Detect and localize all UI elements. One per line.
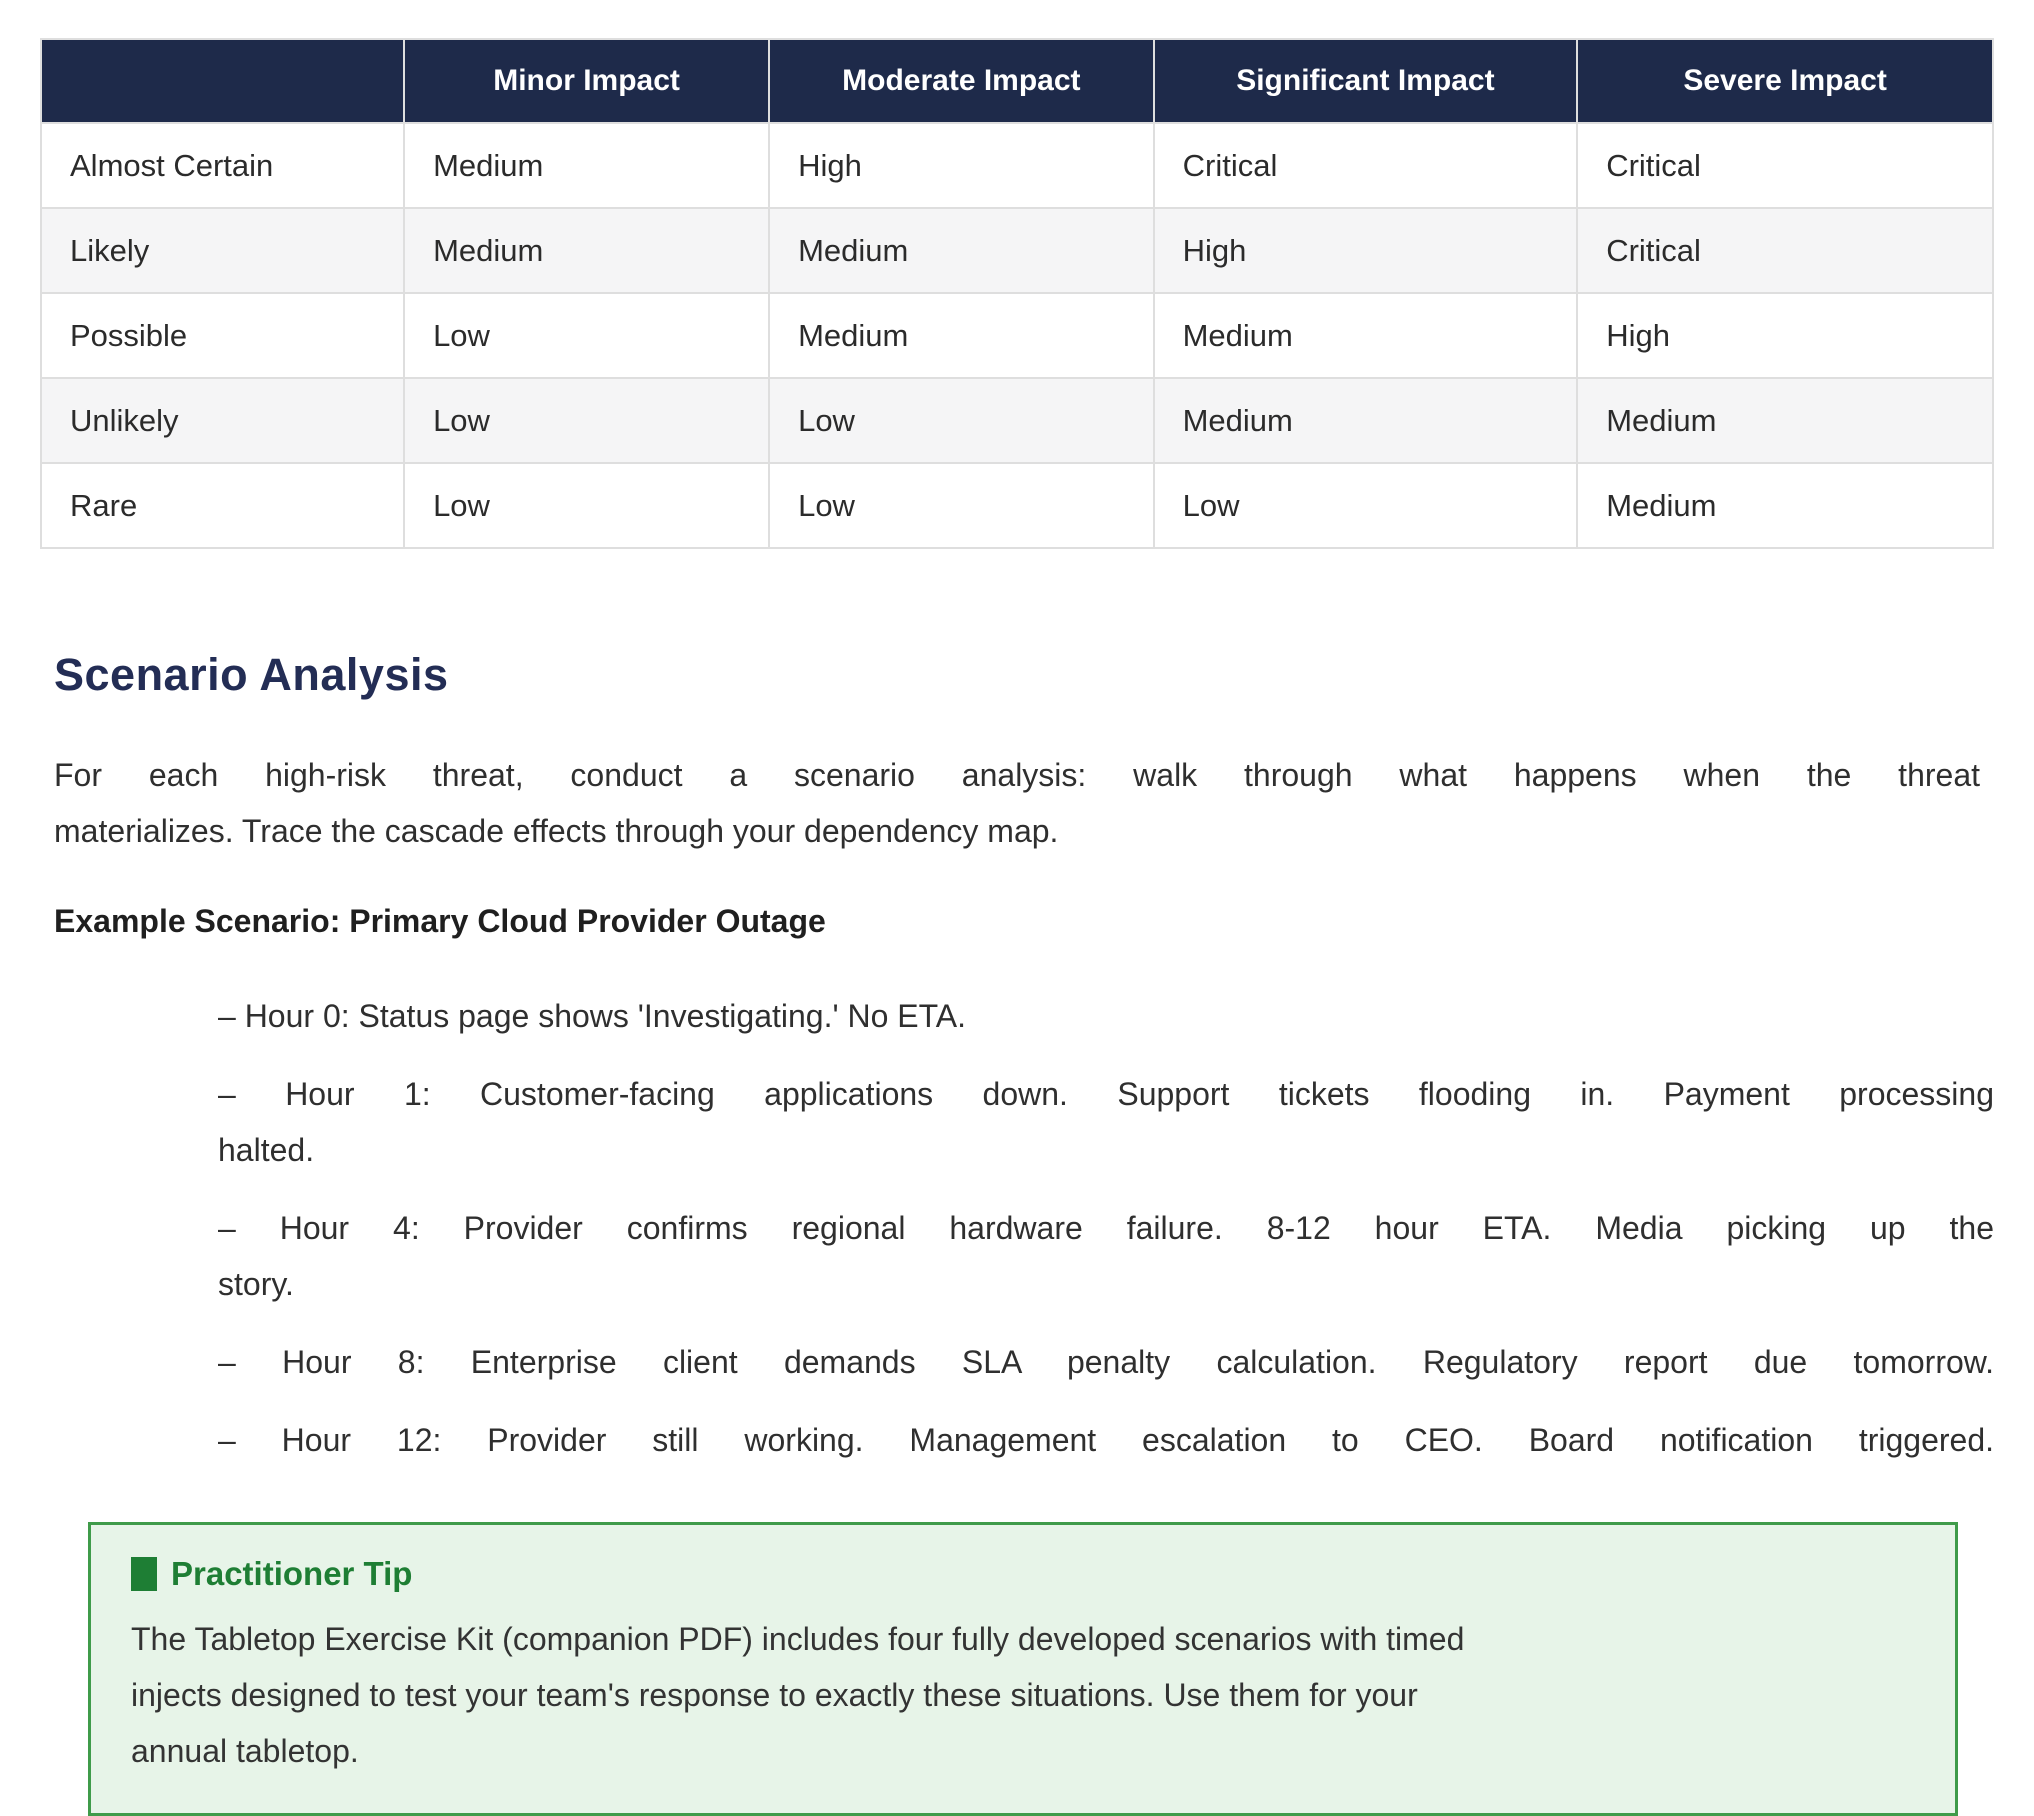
timeline-text: – Hour 0: Status page shows 'Investigating.' No ETA. [218,998,967,1034]
header-cell-severe-impact: Severe Impact [1577,39,1993,123]
tip-body-line-1: The Tabletop Exercise Kit (companion PDF) includes four fully developed scenarios with timed [131,1621,1465,1657]
risk-cell: Medium [404,123,769,208]
likelihood-cell: Rare [41,463,404,548]
likelihood-cell: Possible [41,293,404,378]
section-title: Scenario Analysis [54,649,449,700]
table-row-rare [41,463,1993,548]
timeline-item-hour-0 [218,988,1994,1044]
green-square-icon [131,1557,157,1591]
tip-title: Practitioner Tip [171,1555,413,1592]
header-cell-minor-impact: Minor Impact [404,39,769,123]
timeline-item-hour-8 [218,1334,1994,1390]
risk-cell: Low [1154,463,1578,548]
intro-paragraph [54,747,1980,859]
risk-cell: High [1577,293,1993,378]
tip-body-line-3: annual tabletop. [131,1733,359,1769]
risk-cell: Low [404,293,769,378]
table-row-likely [41,208,1993,293]
intro-line-2: materializes. Trace the cascade effects through your dependency map. [54,813,1059,849]
table-row-unlikely [41,378,1993,463]
likelihood-cell: Almost Certain [41,123,404,208]
tip-body [131,1611,1915,1779]
tip-title-row [131,1555,1915,1593]
table-row-possible [41,293,1993,378]
practitioner-tip-box [88,1522,1958,1816]
timeline-item-hour-12 [218,1412,1994,1468]
intro-line-1: For each high-risk threat, conduct a scenario analysis: walk through what happens when the threat [54,757,1980,793]
risk-matrix-header-row [41,39,1993,123]
risk-cell: Low [769,378,1154,463]
risk-cell: Low [404,463,769,548]
timeline-text: – Hour 1: Customer-facing applications down. Support tickets flooding in. Payment processing [218,1076,1994,1112]
risk-matrix-table [40,38,1994,549]
risk-cell: Critical [1577,208,1993,293]
header-cell-significant-impact: Significant Impact [1154,39,1578,123]
likelihood-cell: Likely [41,208,404,293]
risk-cell: High [1154,208,1578,293]
risk-cell: Medium [1577,463,1993,548]
header-cell-moderate-impact: Moderate Impact [769,39,1154,123]
risk-cell: Medium [404,208,769,293]
timeline-text: – Hour 12: Provider still working. Management escalation to CEO. Board notification triggered. [218,1422,1994,1458]
timeline-text-continued: halted. [218,1132,315,1168]
risk-cell: Medium [769,208,1154,293]
timeline-item-hour-4 [218,1200,1994,1312]
risk-cell: High [769,123,1154,208]
timeline-item-hour-1 [218,1066,1994,1178]
risk-cell: Low [404,378,769,463]
example-scenario-heading: Example Scenario: Primary Cloud Provider Outage [54,903,826,939]
header-cell-likelihood [41,39,404,123]
risk-cell: Medium [769,293,1154,378]
risk-cell: Medium [1577,378,1993,463]
table-row-almost-certain [41,123,1993,208]
timeline-text-continued: story. [218,1266,294,1302]
tip-body-line-2: injects designed to test your team's response to exactly these situations. Use them for your [131,1677,1418,1713]
timeline-text: – Hour 8: Enterprise client demands SLA penalty calculation. Regulatory report due tomorrow. [218,1344,1994,1380]
risk-cell: Critical [1154,123,1578,208]
risk-cell: Medium [1154,378,1578,463]
risk-cell: Medium [1154,293,1578,378]
timeline-text: – Hour 4: Provider confirms regional hardware failure. 8-12 hour ETA. Media picking up the [218,1210,1994,1246]
risk-cell: Critical [1577,123,1993,208]
likelihood-cell: Unlikely [41,378,404,463]
risk-cell: Low [769,463,1154,548]
timeline-list [40,988,1994,1468]
